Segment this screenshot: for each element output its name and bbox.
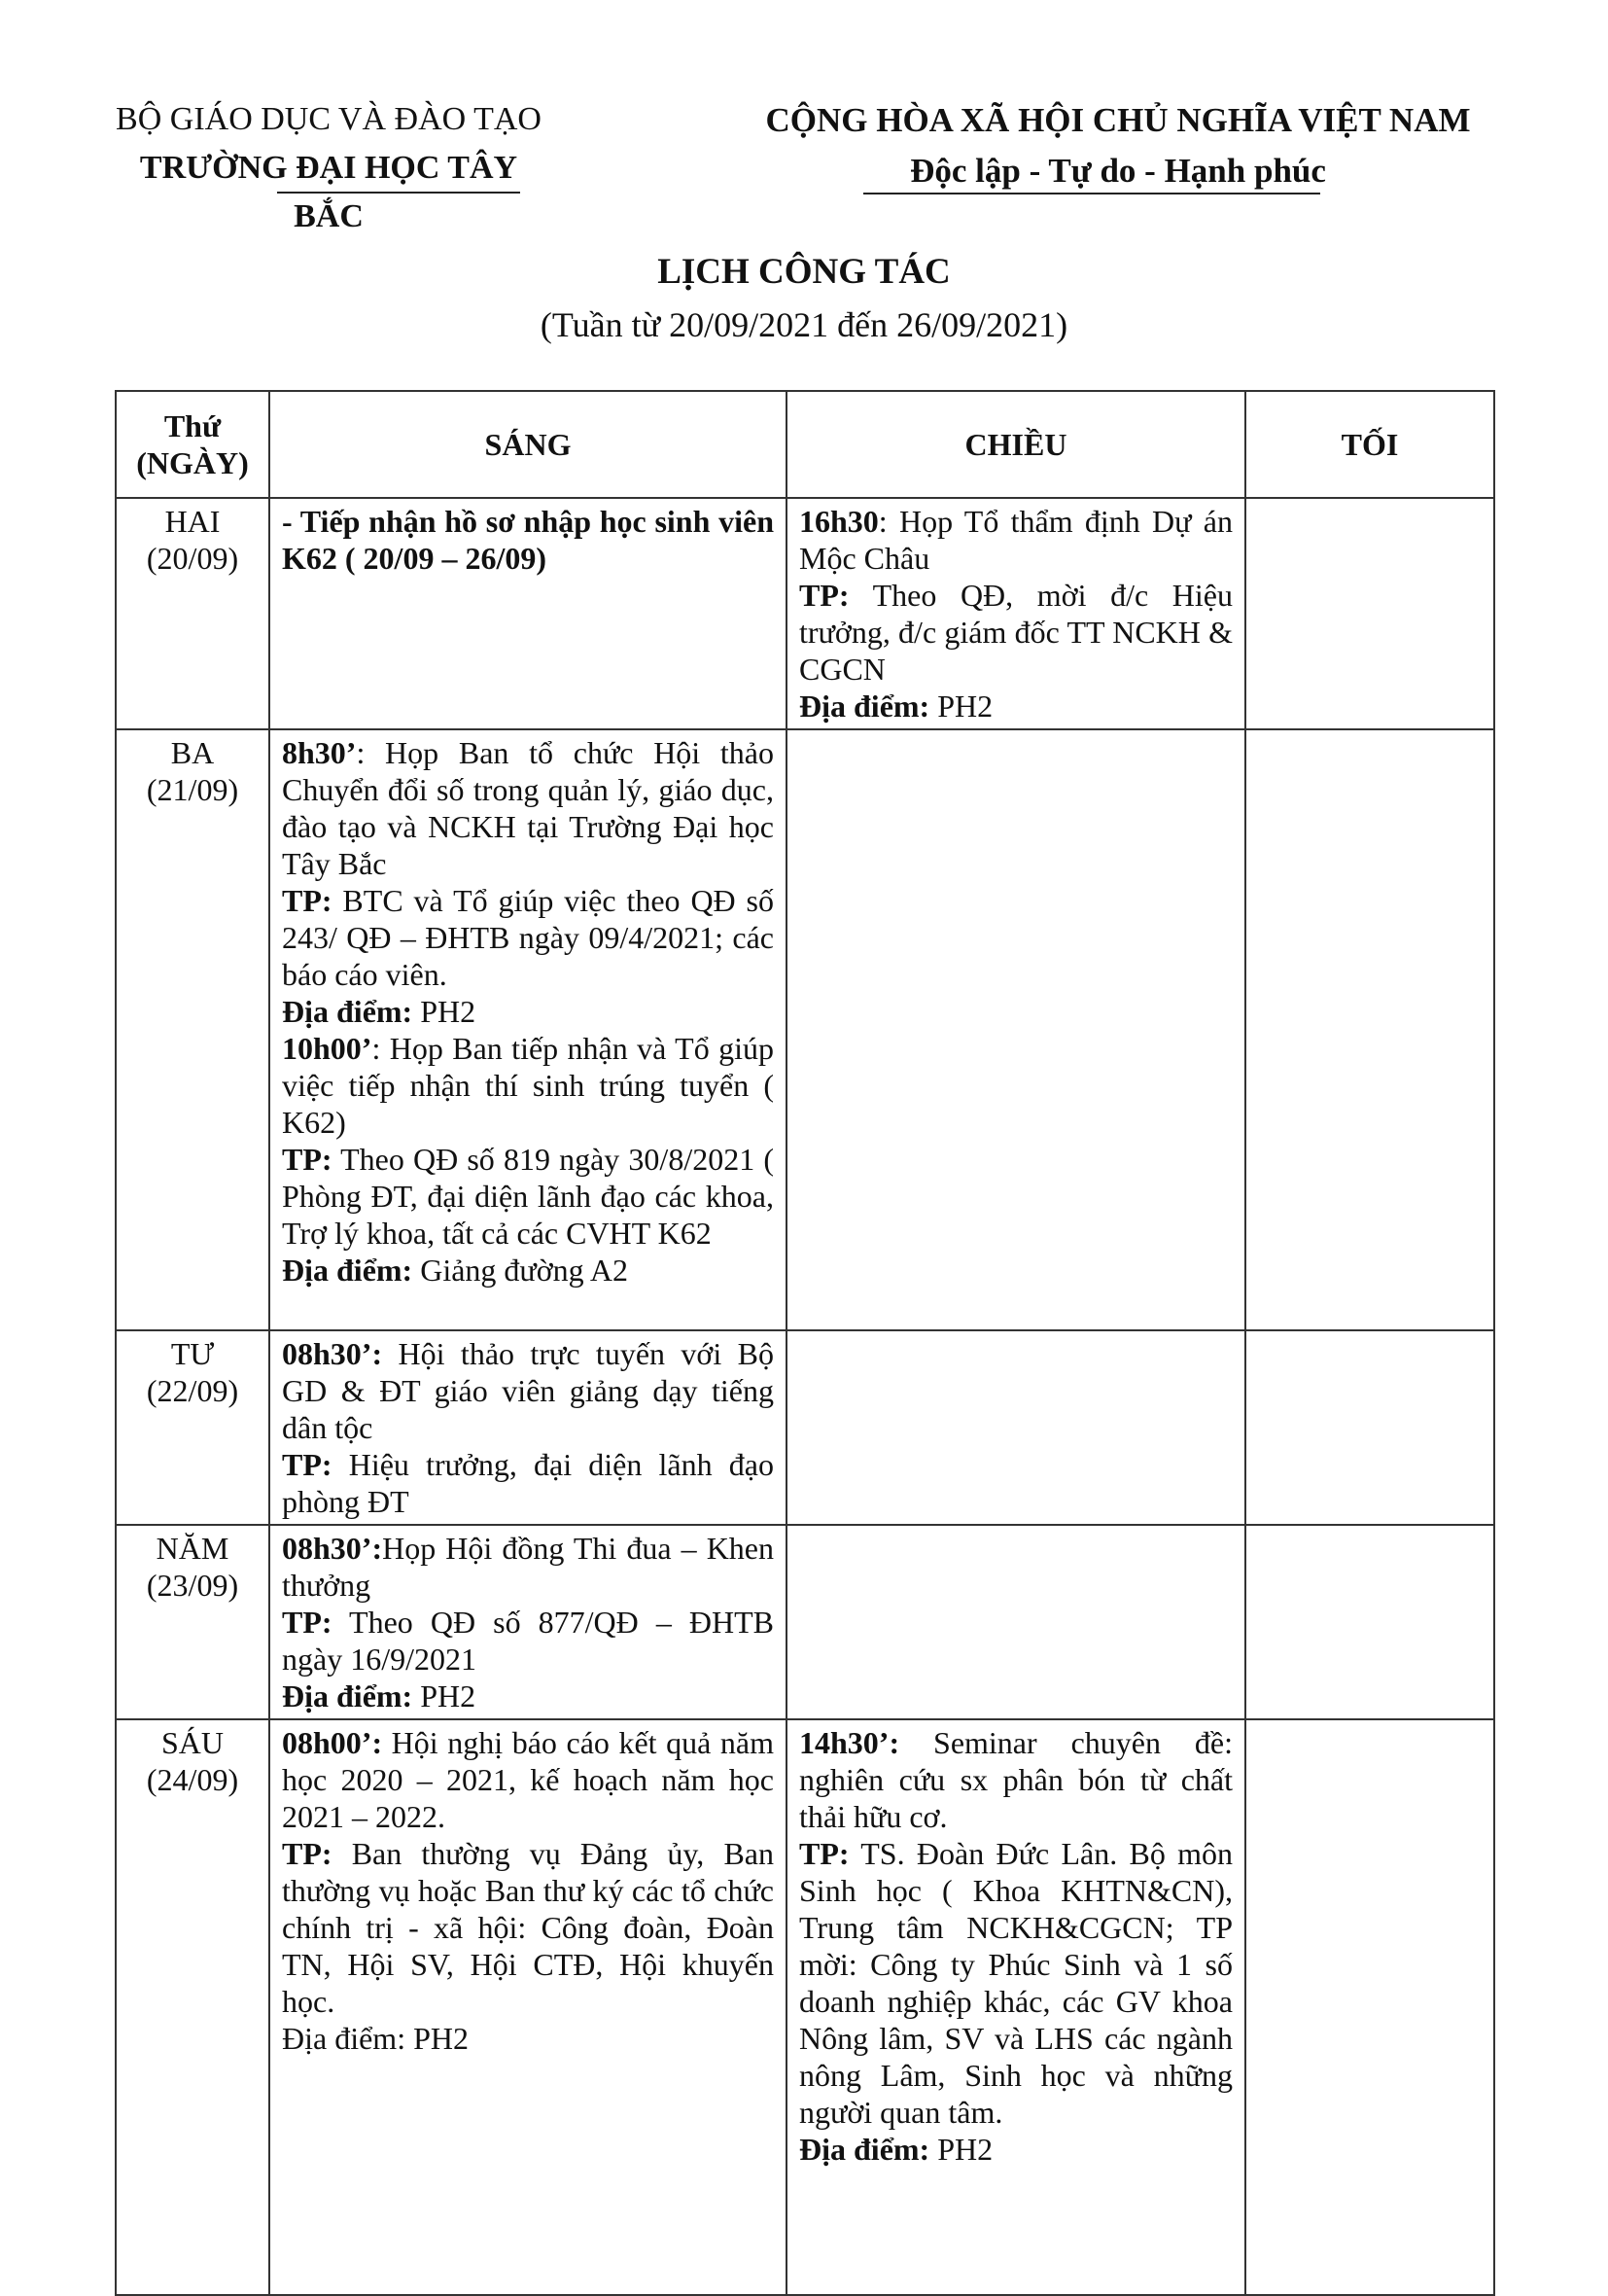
afternoon-entry-label: TP:: [799, 1836, 850, 1871]
afternoon-entry-label: 14h30’:: [799, 1725, 900, 1760]
morning-cell: [269, 1719, 787, 2295]
afternoon-entry-text: PH2: [929, 2132, 994, 2167]
weekday: NĂM: [156, 1531, 229, 1566]
afternoon-entry: [799, 2131, 1233, 2168]
date: (22/09): [146, 1373, 239, 1408]
morning-entry: [282, 993, 774, 1030]
morning-cell: [269, 1525, 787, 1719]
afternoon-cell: [787, 1525, 1245, 1719]
morning-cell: [269, 498, 787, 729]
morning-entry: [282, 503, 774, 577]
morning-entry-text: Theo QĐ số 819 ngày 30/8/2021 ( Phòng ĐT, đại diện lãnh đạo các khoa, Trợ lý khoa, tất cả các CVHT K62: [282, 1142, 774, 1251]
afternoon-entry-text: Seminar chuyên đề: nghiên cứu sx phân bón từ chất thải hữu cơ.: [799, 1725, 1233, 1834]
morning-entry-label: 08h30’:: [282, 1336, 383, 1371]
morning-entry-text: BTC và Tổ giúp việc theo QĐ số 243/ QĐ – ĐHTB ngày 09/4/2021; các báo cáo viên.: [282, 883, 774, 992]
document-subtitle: (Tuần từ 20/09/2021 đến 26/09/2021): [540, 305, 1068, 344]
national-motto: Độc lập - Tự do - Hạnh phúc: [910, 152, 1326, 190]
afternoon-entry-text: : Họp Tổ thẩm định Dự án Mộc Châu: [799, 504, 1233, 576]
header-day-sublabel: (NGÀY): [136, 445, 249, 480]
afternoon-entry-text: TS. Đoàn Đức Lân. Bộ môn Sinh học ( Khoa KHTN&CN), Trung tâm NCKH&CGCN; TP mời: Công ty Phúc Sinh và 1 số doanh nghiệp khác, các GV khoa Nông lâm, SV và LHS các ngành nông Lâm, Sinh học và những người quan tâm.: [799, 1836, 1233, 2130]
day-cell: [116, 1525, 269, 1719]
schedule-table: [115, 390, 1495, 2296]
morning-entry-text: Hội thảo trực tuyến với Bộ GD & ĐT giáo viên giảng dạy tiếng dân tộc: [282, 1336, 774, 1445]
afternoon-entry-label: 16h30: [799, 504, 879, 539]
afternoon-entry: [799, 503, 1233, 577]
afternoon-cell: [787, 498, 1245, 729]
university-name: TRƯỜNG ĐẠI HỌC TÂY BẮC: [139, 150, 518, 234]
afternoon-entry-label: Địa điểm:: [799, 689, 930, 724]
afternoon-entry: [799, 688, 1233, 724]
morning-entry: [282, 1724, 774, 1835]
morning-entry-text: : Họp Ban tổ chức Hội thảo Chuyển đổi số trong quản lý, giáo dục, đào tạo và NCKH tại Trường Đại học Tây Bắc: [282, 735, 774, 881]
date: (24/09): [146, 1762, 239, 1797]
date: (20/09): [146, 541, 239, 576]
morning-entry: [282, 1604, 774, 1678]
morning-entry-text: Hiệu trưởng, đại diện lãnh đạo phòng ĐT: [282, 1447, 774, 1519]
evening-cell: [1245, 1719, 1494, 2295]
weekday: HAI: [164, 504, 221, 539]
morning-entry-text: - Tiếp nhận hồ sơ nhập học sinh viên K62 ( 20/09 – 26/09): [282, 504, 774, 576]
morning-entry: [282, 1335, 774, 1446]
afternoon-entry-text: PH2: [929, 689, 994, 724]
morning-entry-label: 8h30’: [282, 735, 357, 770]
morning-entry-label: TP:: [282, 1836, 332, 1871]
table-row: [116, 1719, 1494, 2295]
morning-entry-label: Địa điểm:: [282, 994, 413, 1029]
header-evening: TỐI: [1245, 391, 1494, 498]
schedule-body: [116, 498, 1494, 2295]
header-afternoon: CHIỀU: [787, 391, 1245, 498]
table-row: [116, 729, 1494, 1330]
weekday: SÁU: [160, 1725, 224, 1760]
header-day-label: Thứ: [163, 408, 222, 443]
weekday: TƯ: [170, 1336, 215, 1371]
morning-entry: [282, 1446, 774, 1520]
day-cell: [116, 498, 269, 729]
morning-entry: [282, 1141, 774, 1252]
afternoon-cell: [787, 1719, 1245, 2295]
morning-entry: [282, 1252, 774, 1289]
morning-entry-text: Theo QĐ số 877/QĐ – ĐHTB ngày 16/9/2021: [282, 1605, 774, 1677]
morning-cell: [269, 1330, 787, 1525]
weekday: BA: [170, 735, 215, 770]
morning-entry-text: Hội nghị báo cáo kết quả năm học 2020 – 2021, kế hoạch năm học 2021 – 2022.: [282, 1725, 774, 1834]
afternoon-entry-text: Theo QĐ, mời đ/c Hiệu trưởng, đ/c giám đốc TT NCKH & CGCN: [799, 578, 1233, 687]
afternoon-cell: [787, 1330, 1245, 1525]
evening-cell: [1245, 1525, 1494, 1719]
morning-entry: [282, 734, 774, 882]
country-name: CỘNG HÒA XÃ HỘI CHỦ NGHĨA VIỆT NAM: [765, 101, 1471, 139]
date: (23/09): [146, 1568, 239, 1603]
morning-entry-label: Địa điểm:: [282, 1253, 413, 1288]
table-row: [116, 1525, 1494, 1719]
morning-entry: [282, 2020, 774, 2057]
morning-entry-text: Ban thường vụ Đảng ủy, Ban thường vụ hoặc Ban thư ký các tổ chức chính trị - xã hội: Công đoàn, Đoàn TN, Hội SV, Hội CTĐ, Hội khuyến học.: [282, 1836, 774, 2019]
header-right: [719, 95, 1517, 196]
date: (21/09): [146, 772, 239, 807]
morning-entry-label: 08h30’:: [282, 1531, 383, 1566]
morning-entry-text: PH2: [412, 1678, 476, 1713]
morning-entry-text: Địa điểm: PH2: [282, 2021, 469, 2056]
morning-entry-label: TP:: [282, 1605, 332, 1640]
table-row: [116, 1330, 1494, 1525]
morning-entry-label: TP:: [282, 1447, 332, 1482]
ministry-name: BỘ GIÁO DỤC VÀ ĐÀO TẠO: [116, 101, 542, 137]
header-left-underline: [277, 192, 520, 194]
morning-entry: [282, 1678, 774, 1714]
morning-cell: [269, 729, 787, 1330]
morning-entry-text: Giảng đường A2: [412, 1253, 629, 1288]
morning-entry: [282, 1530, 774, 1604]
morning-entry-label: TP:: [282, 1142, 332, 1177]
afternoon-cell: [787, 729, 1245, 1330]
evening-cell: [1245, 498, 1494, 729]
table-header-row: [116, 391, 1494, 498]
morning-entry-label: TP:: [282, 883, 332, 918]
afternoon-entry-label: TP:: [799, 578, 850, 613]
morning-entry-text: PH2: [412, 994, 476, 1029]
table-row: [116, 498, 1494, 729]
header-right-underline: [863, 193, 1320, 194]
morning-entry: [282, 1030, 774, 1141]
morning-entry-label: 08h00’:: [282, 1725, 383, 1760]
evening-cell: [1245, 729, 1494, 1330]
morning-entry: [282, 1835, 774, 2020]
header-morning: SÁNG: [269, 391, 787, 498]
day-cell: [116, 729, 269, 1330]
day-cell: [116, 1719, 269, 2295]
morning-entry-text: Họp Hội đồng Thi đua – Khen thưởng: [282, 1531, 774, 1603]
morning-entry: [282, 882, 774, 993]
morning-entry-text: : Họp Ban tiếp nhận và Tổ giúp việc tiếp nhận thí sinh trúng tuyển ( K62): [282, 1031, 774, 1140]
document-title: LỊCH CÔNG TÁC: [657, 252, 951, 292]
afternoon-entry: [799, 1835, 1233, 2131]
morning-entry-label: 10h00’: [282, 1031, 372, 1066]
evening-cell: [1245, 1330, 1494, 1525]
day-cell: [116, 1330, 269, 1525]
afternoon-entry-label: Địa điểm:: [799, 2132, 930, 2167]
header-day: [116, 391, 269, 498]
afternoon-entry: [799, 1724, 1233, 1835]
header-left: [115, 95, 542, 241]
morning-entry-label: Địa điểm:: [282, 1678, 413, 1713]
afternoon-entry: [799, 577, 1233, 688]
